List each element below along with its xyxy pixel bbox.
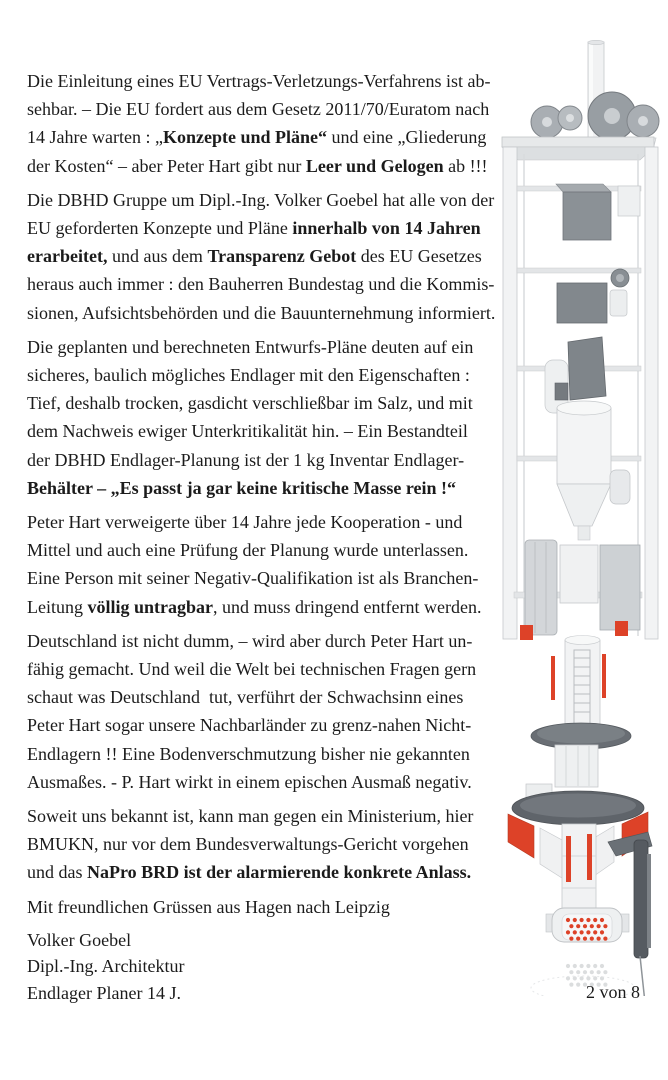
text-line: Peter Hart sogar unsere Nachbarländer zu grenz-nahen Nicht- bbox=[27, 715, 472, 736]
lower-housings bbox=[520, 540, 640, 640]
text-line: dem Nachweis ewiger Unterkritikalität hin. – Ein Bestandteil bbox=[27, 421, 468, 442]
text-line: sicheres, baulich mögliches Endlager mit den Eigenschaften : bbox=[27, 365, 470, 386]
paragraph bbox=[27, 333, 497, 502]
reflection-shadow bbox=[531, 964, 635, 996]
text-line: Behälter – „Es passt ja gar keine kritische Masse rein !“ bbox=[27, 477, 456, 498]
top-deck bbox=[502, 137, 654, 160]
text-line: Die geplanten und berechneten Entwurfs-Pläne deuten auf ein bbox=[27, 336, 474, 357]
paragraph bbox=[27, 67, 497, 180]
drill-head bbox=[546, 908, 629, 942]
text-line: sionen, Aufsichtsbehörden und die Bauunternehmung informiert. bbox=[27, 302, 496, 323]
letter-paragraphs bbox=[27, 67, 497, 887]
equipment-boxes bbox=[545, 184, 640, 413]
text-line: heraus auch immer : den Bauherren Bundestag und die Kommis- bbox=[27, 274, 495, 295]
text-line: 14 Jahre warten : „Konzepte und Pläne“ und eine „Gliederung bbox=[27, 127, 487, 148]
paragraph bbox=[27, 627, 497, 796]
text-line: Ausmaßes. - P. Hart wirkt in einem epischen Ausmaß negativ. bbox=[27, 771, 472, 792]
text-line: sehbar. – Die EU fordert aus dem Gesetz 2011/70/Euratom nach bbox=[27, 99, 490, 120]
letter-body bbox=[27, 67, 497, 1006]
text-line: Peter Hart verweigerte über 14 Jahre jede Kooperation - und bbox=[27, 512, 463, 533]
paragraph bbox=[27, 802, 497, 887]
paragraph bbox=[27, 186, 497, 327]
signature-block bbox=[27, 927, 497, 1007]
text-line: schaut was Deutschland tut, verführt der Schwachsinn eines bbox=[27, 687, 464, 708]
paragraph bbox=[27, 508, 497, 621]
vessel-funnel bbox=[557, 401, 630, 540]
text-line: EU geforderten Konzepte und Pläne innerhalb von 14 Jahren bbox=[27, 218, 481, 239]
machine-illustration bbox=[488, 36, 668, 996]
text-line: Endlagern !! Eine Bodenverschmutzung bisher nie gekannten bbox=[27, 743, 470, 764]
text-line: und das NaPro BRD ist der alarmierende konkrete Anlass. bbox=[27, 862, 472, 883]
text-line: erarbeitet, und aus dem Transparenz Gebot des EU Gesetzes bbox=[27, 246, 482, 267]
text-line: Leitung völlig untragbar, und muss dringend entfernt werden. bbox=[27, 596, 482, 617]
text-line: der DBHD Endlager-Planung ist der 1 kg Inventar Endlager- bbox=[27, 449, 465, 470]
page-number: 2 von 8 bbox=[586, 982, 640, 1002]
text-line: der Kosten“ – aber Peter Hart gibt nur Leer und Gelogen ab !!! bbox=[27, 155, 488, 176]
text-line: Eine Person mit seiner Negativ-Qualifikation ist als Branchen- bbox=[27, 568, 479, 589]
text-line: Die Einleitung eines EU Vertrags-Verletzungs-Verfahrens ist ab- bbox=[27, 71, 491, 91]
signature-line: Dipl.-Ing. Architektur bbox=[27, 956, 185, 977]
signature-line: Endlager Planer 14 J. bbox=[27, 982, 181, 1003]
platform-disc-upper bbox=[531, 723, 631, 787]
text-line: BMUKN, nur vor dem Bundesverwaltungs-Gericht vorgehen bbox=[27, 834, 469, 855]
lower-column bbox=[562, 824, 596, 918]
signature-line: Volker Goebel bbox=[27, 929, 132, 950]
text-line: Mittel und auch eine Prüfung der Planung wurde unterlassen. bbox=[27, 540, 469, 561]
text-line: Tief, deshalb trocken, gasdicht verschließbar im Salz, und mit bbox=[27, 393, 473, 414]
text-line: fähig gemacht. Und weil die Welt bei technischen Fragen gern bbox=[27, 659, 477, 680]
text-line: Die DBHD Gruppe um Dipl.-Ing. Volker Goebel hat alle von der bbox=[27, 189, 495, 210]
text-line: Deutschland ist nicht dumm, – wird aber durch Peter Hart un- bbox=[27, 630, 473, 651]
machine-illustration-svg bbox=[488, 36, 668, 996]
text-line: Soweit uns bekannt ist, kann man gegen ein Ministerium, hier bbox=[27, 806, 474, 827]
closing-line: Mit freundlichen Grüssen aus Hagen nach Leipzig bbox=[27, 896, 390, 917]
